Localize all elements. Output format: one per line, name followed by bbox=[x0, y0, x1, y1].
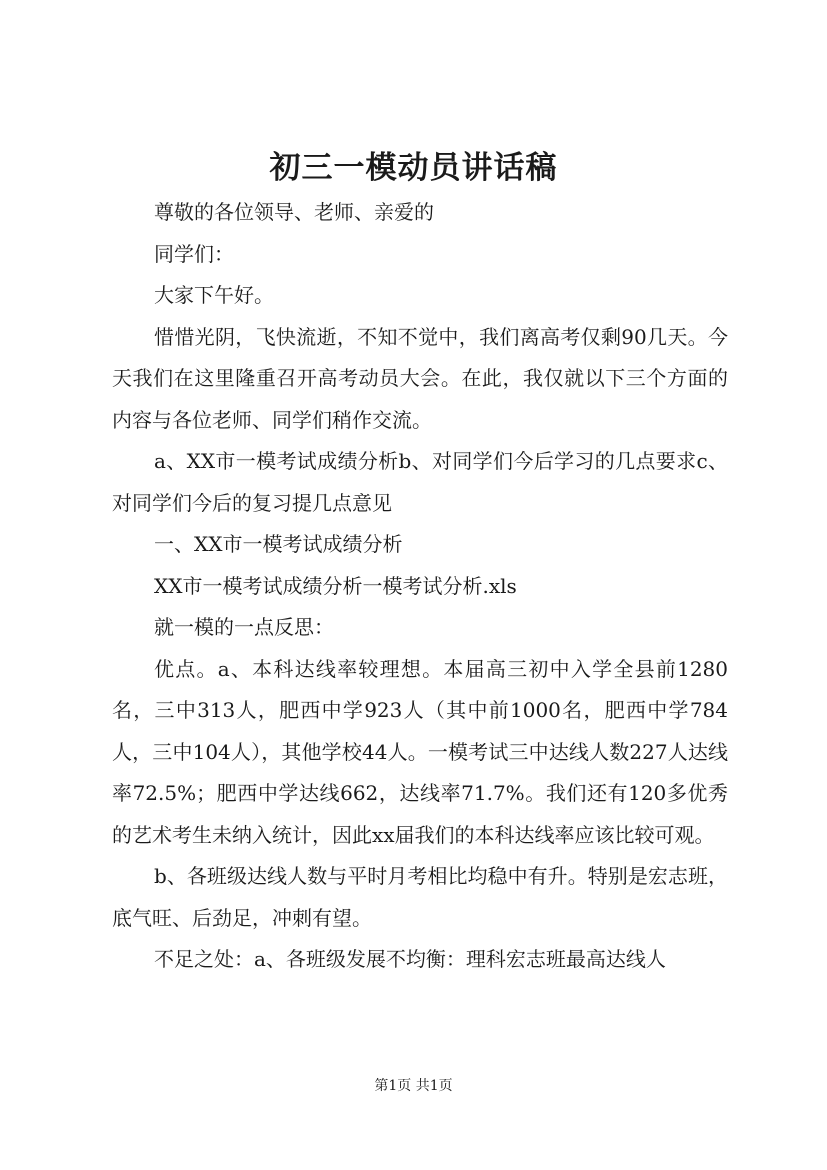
paragraph-greeting: 大家下午好。 bbox=[154, 283, 274, 307]
paragraph-intro: 惜惜光阴，飞快流逝，不知不觉中，我们离高考仅剩90几天。今天我们在这里隆重召开高考动员大会。在此，我仅就以下三个方面的内容与各位老师、同学们稍作交流。 bbox=[112, 324, 728, 432]
paragraph-class-progress: b、各班级达线人数与平时月考相比均稳中有升。特别是宏志班，底气旺、后劲足，冲刺有望。 bbox=[112, 864, 728, 930]
paragraph-outline: a、XX市一模考试成绩分析b、对同学们今后学习的几点要求c、对同学们今后的复习提几点意见 bbox=[112, 449, 728, 515]
paragraph-salutation: 尊敬的各位领导、老师、亲爱的 bbox=[154, 200, 434, 224]
section-heading-1: 一、XX市一模考试成绩分析 bbox=[154, 532, 403, 556]
paragraph-salutation-cont: 同学们： bbox=[154, 241, 234, 266]
paragraph-weaknesses: 不足之处：a、各班级发展不均衡：理科宏志班最高达线人 bbox=[154, 947, 666, 971]
paragraph-reflection: 就一模的一点反思： bbox=[154, 615, 334, 639]
document-title: 初三一模动员讲话稿 bbox=[269, 150, 558, 186]
document-body bbox=[112, 192, 728, 981]
paragraph-attachment: XX市一模考试成绩分析一模考试分析.xls bbox=[154, 573, 517, 598]
paragraph-strengths: 优点。a、本科达线率较理想。本届高三初中入学全县前1280名，三中313人，肥西中学923人（其中前1000名，肥西中学784人，三中104人），其他学校44人。一模考试三中达线人数227人达线率72.5%；肥西中学达线662，达线率71.7%。我们还有120多优秀的艺术考生未纳入统计，因此xx届我们的本科达线率应该比较可观。 bbox=[112, 656, 728, 847]
page-footer: 第1页 共1页 bbox=[374, 1078, 453, 1094]
